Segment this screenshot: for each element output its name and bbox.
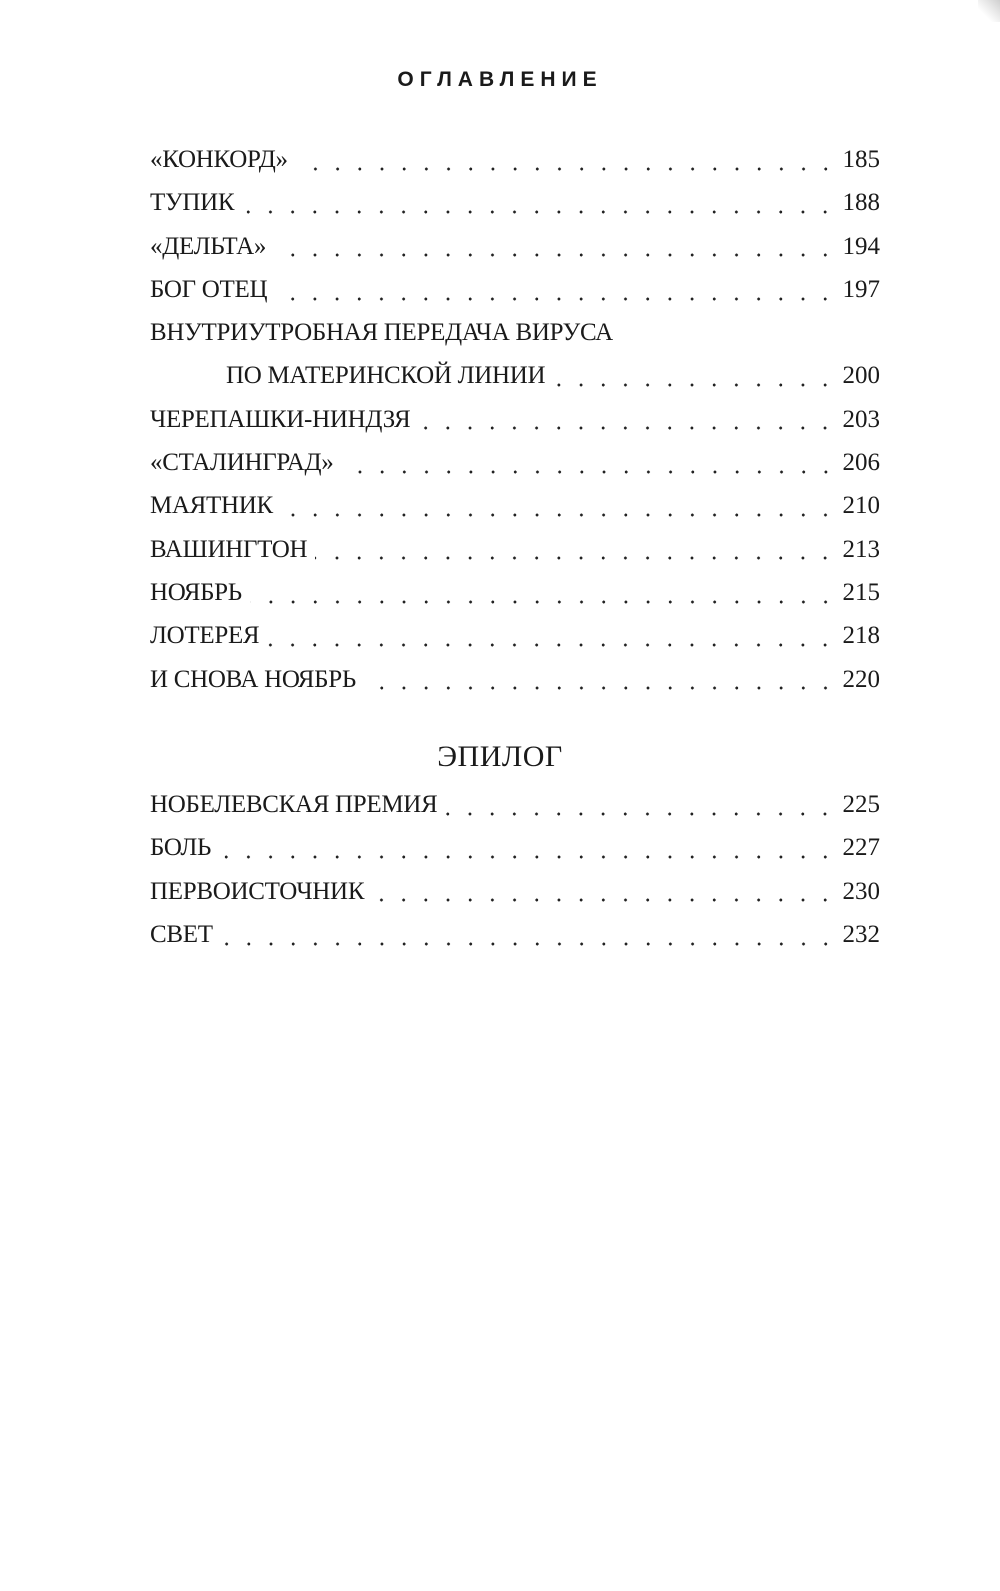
toc-entry-first-line[interactable] xyxy=(150,311,880,354)
dot-leader xyxy=(281,513,837,517)
toc-entry-title: НОЯБРЬ xyxy=(150,578,242,606)
dot-leader xyxy=(553,383,836,387)
dot-leader xyxy=(267,643,836,647)
toc-entry-page: 227 xyxy=(842,834,880,862)
toc-entry[interactable] xyxy=(150,826,880,869)
toc-entry-title: НОБЕЛЕВСКАЯ ПРЕМИЯ xyxy=(150,791,438,818)
dot-leader xyxy=(242,210,836,214)
dot-leader xyxy=(219,855,836,859)
toc-entry[interactable] xyxy=(150,870,880,913)
toc-entry-title: ПЕРВОИСТОЧНИК xyxy=(150,877,365,905)
toc-entry-page: 197 xyxy=(842,275,880,303)
toc-entry-title: СВЕТ xyxy=(150,920,213,948)
dot-leader xyxy=(274,253,836,257)
toc-entry-page: 230 xyxy=(842,877,880,905)
dot-leader xyxy=(372,898,836,902)
toc-entry-title: ЧЕРЕПАШКИ-НИНДЗЯ xyxy=(150,405,411,433)
toc-entry-page: 232 xyxy=(842,920,880,948)
table-of-contents xyxy=(150,138,880,701)
dot-leader xyxy=(250,600,837,604)
section-title-epilogue: ЭПИЛОГ xyxy=(437,740,563,773)
dot-leader xyxy=(364,686,837,690)
epilogue-contents xyxy=(150,783,880,956)
toc-entry-page: 220 xyxy=(842,665,880,693)
dot-leader xyxy=(418,426,836,430)
dot-leader xyxy=(342,470,837,474)
toc-entry[interactable] xyxy=(150,181,880,224)
toc-entry-page: 194 xyxy=(842,232,880,260)
toc-entry[interactable] xyxy=(150,225,880,268)
toc-entry-page: 215 xyxy=(842,578,880,606)
page-header: ОГЛАВЛЕНИЕ xyxy=(397,68,603,91)
toc-entry-page: 213 xyxy=(842,535,880,563)
dot-leader xyxy=(275,297,836,301)
toc-entry-page: 218 xyxy=(842,622,880,650)
toc-entry[interactable] xyxy=(150,614,880,657)
toc-entry[interactable] xyxy=(150,658,880,701)
toc-entry-page: 206 xyxy=(842,449,880,477)
toc-entry-page: 225 xyxy=(842,791,880,818)
toc-entry-title: ЛОТЕРЕЯ xyxy=(150,622,260,650)
toc-entry-page: 210 xyxy=(842,492,880,520)
page-corner-shadow xyxy=(978,0,1000,22)
toc-entry-continuation[interactable] xyxy=(150,354,880,397)
toc-entry-title: ВАШИНГТОН xyxy=(150,535,308,563)
toc-entry-title: «СТАЛИНГРАД» xyxy=(150,449,334,477)
toc-entry[interactable] xyxy=(150,783,880,826)
dot-leader xyxy=(445,812,836,816)
toc-entry-page: 185 xyxy=(842,146,880,173)
toc-entry-title: МАЯТНИК xyxy=(150,492,273,520)
toc-entry[interactable] xyxy=(150,913,880,956)
toc-entry[interactable] xyxy=(150,571,880,614)
dot-leader xyxy=(315,556,836,560)
toc-entry-page: 200 xyxy=(842,362,880,390)
toc-entry-title: ВНУТРИУТРОБНАЯ ПЕРЕДАЧА ВИРУСА xyxy=(150,319,613,347)
dot-leader xyxy=(296,167,837,171)
toc-entry-page: 188 xyxy=(842,189,880,217)
toc-entry[interactable] xyxy=(150,528,880,571)
dot-leader xyxy=(221,942,837,946)
toc-entry[interactable] xyxy=(150,441,880,484)
toc-entry-title: И СНОВА НОЯБРЬ xyxy=(150,665,356,693)
toc-entry-title: «КОНКОРД» xyxy=(150,146,288,173)
toc-entry[interactable] xyxy=(150,484,880,527)
toc-entry-page: 203 xyxy=(842,405,880,433)
toc-entry-title: «ДЕЛЬТА» xyxy=(150,232,267,260)
toc-entry[interactable] xyxy=(150,268,880,311)
toc-entry-title: ПО МАТЕРИНСКОЙ ЛИНИИ xyxy=(226,362,546,390)
toc-entry-title: БОЛЬ xyxy=(150,834,212,862)
toc-entry[interactable] xyxy=(150,138,880,181)
toc-entry-title: БОГ ОТЕЦ xyxy=(150,275,268,303)
toc-entry[interactable] xyxy=(150,398,880,441)
toc-entry-title: ТУПИК xyxy=(150,189,235,217)
